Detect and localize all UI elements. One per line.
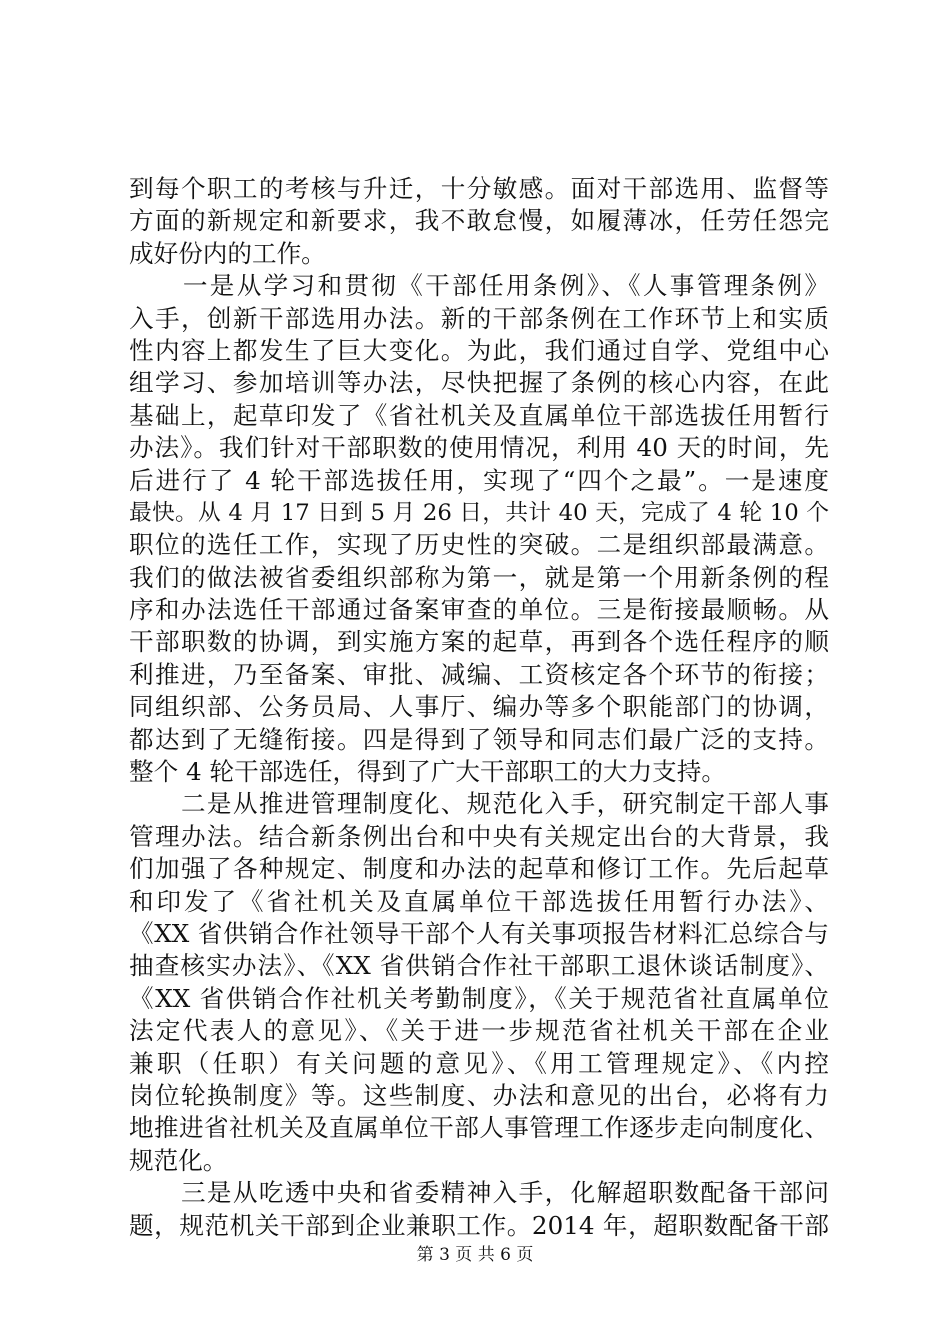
text-line: 办法》。我们针对干部职数的使用情况，利用 40 天的时间，先 xyxy=(129,433,829,463)
text-line: 都达到了无缝衔接。四是得到了领导和同志们最广泛的支持。 xyxy=(129,724,829,754)
document-body xyxy=(129,173,829,1242)
text-line: 《XX 省供销合作社机关考勤制度》，《关于规范省社直属单位 xyxy=(129,983,829,1013)
text-line: 们加强了各种规定、制度和办法的起草和修订工作。先后起草 xyxy=(129,854,829,884)
text-line: 抽查核实办法》、《XX 省供销合作社干部职工退休谈话制度》、 xyxy=(129,951,829,981)
text-line: 《XX 省供销合作社领导干部个人有关事项报告材料汇总综合与 xyxy=(129,918,829,948)
text-line: 和印发了《省社机关及直属单位干部选拔任用暂行办法》、 xyxy=(129,886,829,916)
text-line: 岗位轮换制度》等。这些制度、办法和意见的出台，必将有力 xyxy=(129,1080,829,1110)
text-line: 成好份内的工作。 xyxy=(129,238,326,268)
text-line: 管理办法。结合新条例出台和中央有关规定出台的大背景，我 xyxy=(129,821,829,851)
text-line: 三是从吃透中央和省委精神入手，化解超职数配备干部问 xyxy=(129,1178,829,1208)
text-line: 职位的选任工作，实现了历史性的突破。二是组织部最满意。 xyxy=(129,530,829,560)
text-line: 法定代表人的意见》、《关于进一步规范省社机关干部在企业 xyxy=(129,1016,829,1046)
text-line: 一是从学习和贯彻《干部任用条例》、《人事管理条例》 xyxy=(129,271,829,301)
text-line: 地推进省社机关及直属单位干部人事管理工作逐步走向制度化、 xyxy=(129,1113,829,1143)
text-line: 我们的做法被省委组织部称为第一，就是第一个用新条例的程 xyxy=(129,562,829,592)
text-line: 最快。从 4 月 17 日到 5 月 26 日，共计 40 天，完成了 4 轮 10 个 xyxy=(129,499,829,526)
text-line: 方面的新规定和新要求，我不敢怠慢，如履薄冰，任劳任怨完 xyxy=(129,206,829,236)
text-line: 入手，创新干部选用办法。新的干部条例在工作环节上和实质 xyxy=(129,303,829,333)
page-footer: 第 3 页 共 6 页 xyxy=(416,1245,534,1265)
text-line: 基础上，起草印发了《省社机关及直属单位干部选拔任用暂行 xyxy=(129,400,829,430)
text-line: 同组织部、公务员局、人事厅、编办等多个职能部门的协调， xyxy=(129,692,829,722)
text-line: 规范化。 xyxy=(129,1145,228,1175)
text-line: 二是从推进管理制度化、规范化入手，研究制定干部人事 xyxy=(129,789,829,819)
text-line: 整个 4 轮干部选任，得到了广大干部职工的大力支持。 xyxy=(129,757,726,787)
text-line: 利推进，乃至备案、审批、减编、工资核定各个环节的衔接； xyxy=(129,659,829,689)
text-line: 兼职（任职）有关问题的意见》、《用工管理规定》、《内控 xyxy=(129,1048,829,1078)
text-line: 性内容上都发生了巨大变化。为此，我们通过自学、党组中心 xyxy=(129,335,829,365)
text-line: 到每个职工的考核与升迁，十分敏感。面对干部选用、监督等 xyxy=(129,174,829,203)
text-line: 序和办法选任干部通过备案审查的单位。三是衔接最顺畅。从 xyxy=(129,595,829,625)
text-line: 干部职数的协调，到实施方案的起草，再到各个选任程序的顺 xyxy=(129,627,829,657)
text-line: 后进行了 4 轮干部选拔任用，实现了“四个之最”。一是速度 xyxy=(129,465,829,495)
text-line: 题，规范机关干部到企业兼职工作。2014 年，超职数配备干部 xyxy=(129,1210,829,1240)
text-line: 组学习、参加培训等办法，尽快把握了条例的核心内容，在此 xyxy=(129,368,829,398)
